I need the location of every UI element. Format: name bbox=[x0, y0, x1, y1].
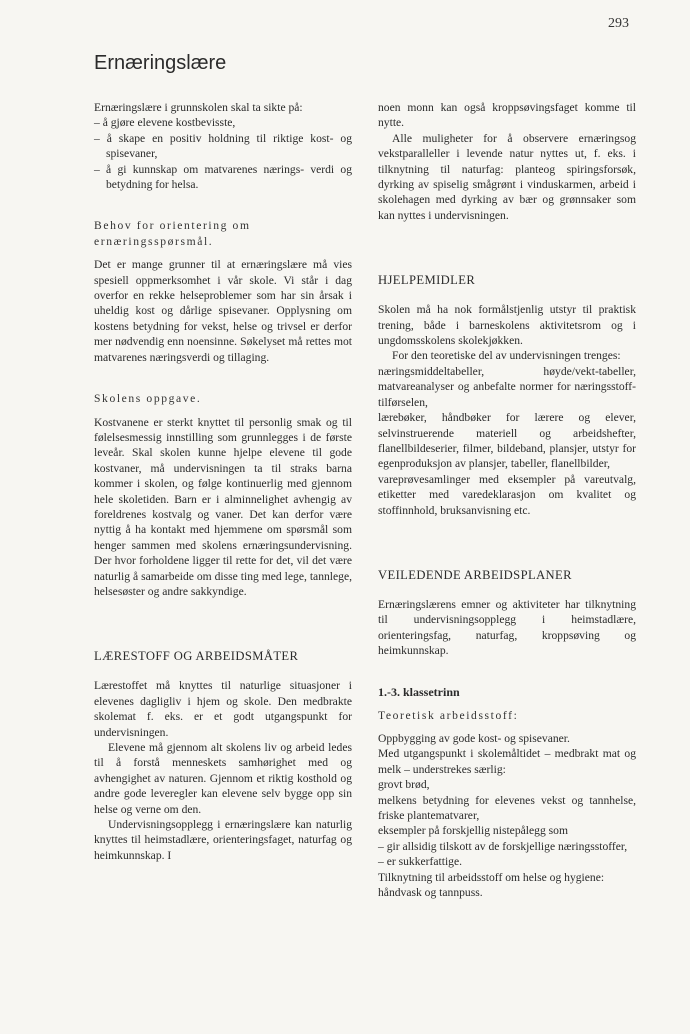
teoretisk-line: – gir allsidig tilskott av de forskjellige næringsstoffer, bbox=[378, 839, 628, 853]
page-number: 293 bbox=[608, 16, 629, 31]
resource-item: lærebøker, håndbøker for lærere og elever, selvinstruerende materiell og arbeidshefter, flanellbildeserier, filmer, bildeband, plansjer, utstyr for egenproduksjon av plansjer, tabeller, flanellbilder, bbox=[378, 411, 636, 471]
goal-item: – å gi kunnskap om matvarenes nærings- verdi og betydning for helsa. bbox=[94, 162, 352, 192]
hjelpemidler-paragraph-1: Skolen må ha nok formålstjenlig utstyr til praktisk trening, både i barneskolens aktivitetsrom og i ungdomsskolens skolekjøkken. bbox=[378, 303, 636, 348]
teoretisk-line: melkens betydning for elevenes vekst og tannhelse, friske plantematvarer, bbox=[378, 793, 636, 822]
observation-paragraph: Alle muligheter for å observere ernæringsog vekstparalleller i levende natur nyttes ut, f. eks. i tilknytning til naturfag: planteog spiringsforsøk, dyrking av spiselig smågrønt i vinduskarmen, arbeid i skolehagen med dyrking av bær og grønnsaker som kan nyttes i undervisningen. bbox=[378, 131, 636, 222]
teoretisk-line: Tilknytning til arbeidsstoff om helse og hygiene: bbox=[378, 870, 605, 884]
resource-item: næringsmiddeltabeller, høyde/vekt-tabeller, matvareanalyser og anbefalte normer for næringsstoff-tilførselen, bbox=[378, 364, 636, 409]
laerestoff-paragraph-1: Lærestoffet må knyttes til naturlige situasjoner i elevenes dagligliv i hjem og skole. Den medbrakte skolemat f. eks. er et godt utgangspunkt for undervisningen. bbox=[94, 679, 352, 739]
continued-paragraph: noen monn kan også kroppsøvingsfaget komme til nytte. bbox=[378, 101, 636, 130]
section-heading-skolens: Skolens oppgave. bbox=[94, 392, 202, 406]
grade-level-heading: 1.-3. klassetrinn bbox=[378, 684, 460, 699]
section-heading-behov: Behov for orientering om ernæringsspørsmål. bbox=[94, 219, 251, 248]
section-heading-laerestoff: LÆRESTOFF OG ARBEIDSMÅTER bbox=[94, 649, 299, 664]
skolens-paragraph: Kostvanene er sterkt knyttet til personlig smak og til følelsesmessig innstilling som grunnlegges i de første leveår. Skal skolen kunne hjelpe elevene til gode kostvaner, må undervisningen ta til straks barna kommer i skolen, og følge kontinuerlig med gjennom hele skoletiden. Barn er i alminnelighet avhengig av foreldrenes kostvalg og vaner. Det kan derfor være nyttig å ha kontakt med hjemmene om spørsmål som henger sammen med skolens ernæringsundervisning. Der hvor forholdene ligger til rette for det, vil det være naturlig å samarbeide om disse ting med lege, tannlege, helsesøster og andre sakkyndige. bbox=[94, 415, 352, 598]
teoretisk-heading: Teoretisk arbeidsstoff: bbox=[378, 708, 519, 722]
teoretisk-line: – er sukkerfattige. bbox=[378, 855, 463, 869]
intro-text: Ernæringslære i grunnskolen skal ta sikte på: bbox=[94, 101, 303, 114]
resource-item: vareprøvesamlinger med eksempler på vareutvalg, etiketter med varedeklarasjon om kvalitet og stoffinnhold, bruksanvisning etc. bbox=[378, 472, 636, 517]
veiledende-paragraph: Ernæringslærens emner og aktiviteter har tilknytning til undervisningsopplegg i heimstadlære, orienteringsfag, naturfag, kroppsøving og heimkunnskap. bbox=[378, 597, 636, 658]
teoretisk-line: eksempler på forskjellig nistepålegg som bbox=[378, 824, 568, 838]
laerestoff-paragraph-2: Elevene må gjennom alt skolens liv og arbeid ledes til å forstå menneskets samhørighet med og avhengighet av naturen. Gjennom et riktig kosthold og andre gode leveregler kan elevene selv bygge opp sin helse og verne om den. bbox=[94, 741, 352, 816]
teoretisk-line: håndvask og tannpuss. bbox=[378, 886, 483, 900]
left-column bbox=[94, 100, 352, 863]
goal-item: – å skape en positiv holdning til riktige kost- og spisevaner, bbox=[94, 131, 352, 161]
teoretisk-line: grovt brød, bbox=[378, 778, 430, 792]
teoretisk-line: Med utgangspunkt i skolemåltidet – medbrakt mat og melk – understrekes særlig: bbox=[378, 747, 636, 776]
right-column bbox=[378, 100, 636, 900]
behov-paragraph: Det er mange grunner til at ernæringslære må vies spesiell oppmerksomhet i vår skole. Vi står i dag overfor en rekke helseproblemer som har sin årsak i uheldig kost og dårlige spisevaner. Opplysning om kostens betydning for vekst, helse og trivsel er derfor mer nødvendig enn noensinne. Søkelyset må rettes mot matvarenes næringsverdi og tillaging. bbox=[94, 258, 352, 364]
page-title: Ernæringslære bbox=[94, 52, 227, 74]
teoretisk-line: Oppbygging av gode kost- og spisevaner. bbox=[378, 731, 570, 745]
goal-item: – å gjøre elevene kostbevisste, bbox=[94, 116, 236, 130]
laerestoff-paragraph-3: Undervisningsopplegg i ernæringslære kan naturlig knyttes til heimstadlære, orienteringsfaget, naturfag og heimkunnskap. I bbox=[94, 818, 352, 862]
section-heading-veiledende: VEILEDENDE ARBEIDSPLANER bbox=[378, 567, 572, 582]
section-heading-hjelpemidler: HJELPEMIDLER bbox=[378, 273, 476, 288]
hjelpemidler-paragraph-2: For den teoretiske del av undervisningen trenges: bbox=[392, 349, 621, 363]
